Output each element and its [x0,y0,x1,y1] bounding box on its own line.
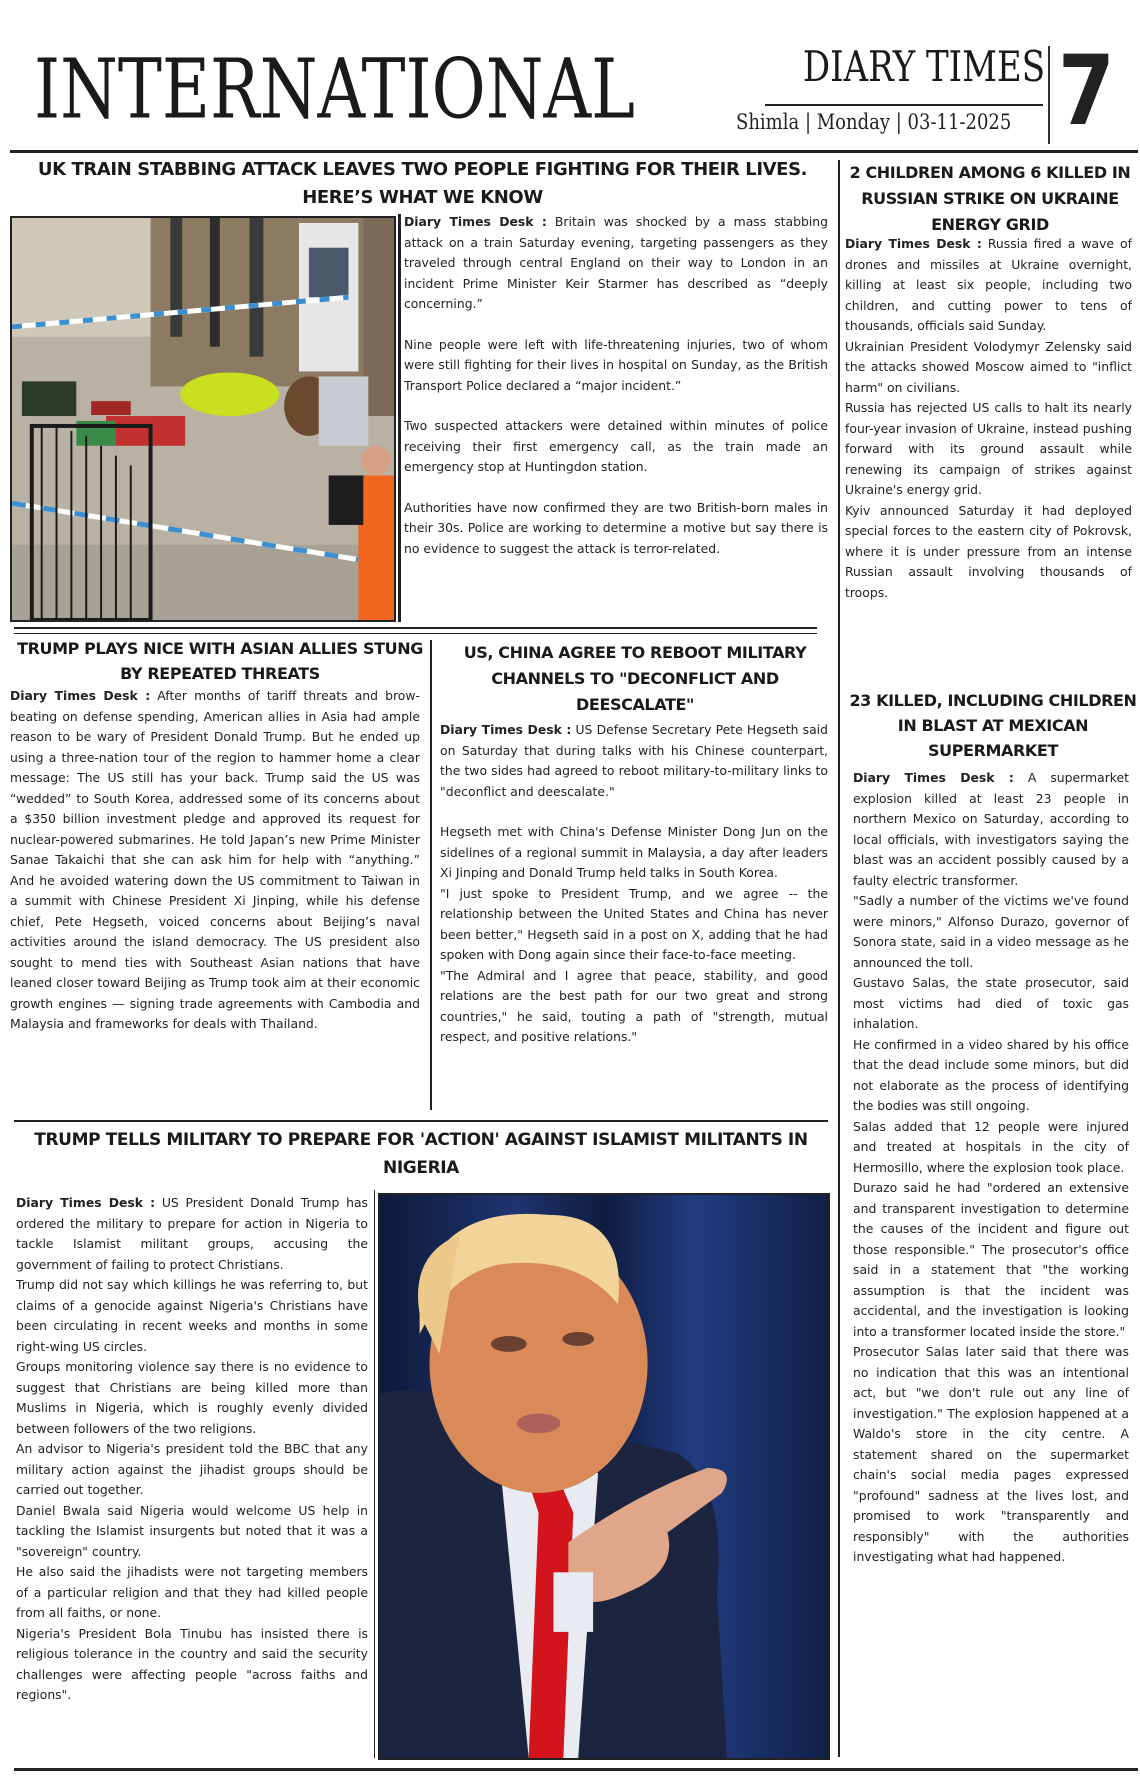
masthead-divider [1048,46,1050,144]
article-body-mexico [853,768,1129,1568]
paragraph: Prosecutor Salas later said that there was no indication that this was an intentional act, but "we don't rule out any line of investigation." The explosion happened at a Waldo's store in the city centre. A statement shared on the supermarket chain's social media pages expressed "profound" sadness at the lives lost, and promised to work "transparently and responsibly" with the authorities investigating what had happened. [853,1344,1129,1564]
paragraph: "I just spoke to President Trump, and we agree -- the relationship between the United States and China has never been better," Hegseth said in a post on X, adding that he had spoken with Dong again since their face-to-face meeting. [440,885,828,962]
paragraph: Durazo said he had "ordered an extensive and transparent investigation to determine the causes of the incident and figure out those responsible." The prosecutor's office said in a statement that "the working assumption is that the incident was accidental, and the investigation is looking into a transformer located inside the store." [853,1180,1129,1339]
article-photo-nigeria [378,1193,830,1760]
column-rule [374,1190,375,1758]
section-title: INTERNATIONAL [34,41,635,138]
paragraph: US Defense Secretary Pete Hegseth said on Saturday that during talks with his Chinese counterpart, the two sides had agreed to reboot military-to-military links to "deconflict and deescalate." [440,722,828,799]
paragraph: Ukrainian President Volodymyr Zelensky said the attacks showed Moscow aimed to "inflict harm" on civilians. [845,338,1132,395]
article-photo-uk-train [10,216,396,622]
column-rule [838,160,840,1757]
masthead-underline [765,104,1043,106]
footer-rule [14,1768,1138,1771]
paragraph: Nine people were left with life-threatening injuries, two of whom were still fighting for their lives in hospital on Sunday, as the British Transport Police declared a “major incident.” [404,336,828,393]
dateline: Shimla | Monday | 03-11-2025 [736,110,1012,136]
article-headline-mexico: 23 KILLED, INCLUDING CHILDREN IN BLAST AT MEXICAN SUPERMARKET [849,691,1137,760]
article-body-nigeria [16,1193,368,1706]
article-body-asia-allies [10,686,420,1035]
byline: Diary Times Desk : [10,688,151,703]
section-rule [14,633,817,634]
paragraph: He confirmed in a video shared by his office that the dead include some minors, but did not elaborate as the process of identifying the bodies was still ongoing. [853,1036,1129,1113]
byline: Diary Times Desk : [845,236,982,251]
paragraph: Hegseth met with China's Defense Minister Dong Jun on the sidelines of a regional summit in Malaysia, a day after leaders Xi Jinping and Donald Trump held talks in South Korea. [440,824,828,880]
page-number: 7 [1058,35,1115,147]
paragraph: Kyiv announced Saturday it had deployed special forces to the eastern city of Pokrovsk, where it is under pressure from an intense Russian assault involving thousands of troops. [845,502,1132,600]
section-rule [14,1120,828,1122]
paragraph: "The Admiral and I agree that peace, stability, and good relations are the best path for our two great and strong countries," he said, touting a path of "strength, mutual respect, and positive relations." [440,967,828,1044]
paragraph: Nigeria's President Bola Tinubu has insisted there is religious tolerance in the country and said the security challenges were affecting people "across faiths and regions". [16,1625,368,1702]
paragraph: Russia has rejected US calls to halt its nearly four-year invasion of Ukraine, instead pushing forward with its ground assault while renewing its campaign of strikes against Ukraine's energy grid. [845,400,1132,497]
paragraph: US President Donald Trump has ordered the military to prepare for action in Nigeria to tackle Islamist militant groups, accusing the government of failing to protect Christians. [16,1195,368,1272]
column-rule [398,214,401,622]
section-rule [14,627,817,629]
paragraph: Britain was shocked by a mass stabbing attack on a train Saturday evening, targeting passengers as they traveled through central England on their way to London in an incident Prime Minister Keir Starmer has described as “deeply concerning.” [404,214,829,311]
paragraph: An advisor to Nigeria's president told the BBC that any military action against the jihadist groups should be carried out together. [16,1441,368,1497]
article-headline-uk-train: UK TRAIN STABBING ATTACK LEAVES TWO PEOPLE FIGHTING FOR THEIR LIVES. HERE’S WHAT WE KNOW [37,159,808,208]
paragraph: He also said the jihadists were not targeting members of a particular religion and that they had killed people from all faiths, or none. [16,1564,368,1620]
paper-name: DIARY TIMES [802,42,1045,92]
paragraph: A supermarket explosion killed at least 23 people in northern Mexico on Saturday, according to local officials, with investigators saying the blast was an accident possibly caused by a faulty electric transformer. [853,770,1129,888]
paragraph: Two suspected attackers were detained within minutes of police receiving their first emergency call, as the train made an emergency stop at Huntingdon station. [404,418,828,474]
paragraph: Gustavo Salas, the state prosecutor, said most victims had died of toxic gas inhalation. [853,975,1129,1031]
byline: Diary Times Desk : [440,722,572,737]
paragraph: Groups monitoring violence say there is no evidence to suggest that Christians are being killed more than Muslims in Nigeria, which is roughly evenly divided between followers of the two religions. [16,1359,368,1436]
column-rule [430,640,432,1110]
paragraph: Daniel Bwala said Nigeria would welcome US help in tackling the Islamist insurgents but noted that it was a "sovereign" country. [16,1502,368,1559]
masthead-rule [10,150,1138,153]
paragraph: Trump did not say which killings he was referring to, but claims of a genocide against Nigeria's Christians have been circulating in recent weeks and months in some right-wing US circles. [16,1277,368,1354]
station-scene-image [12,218,394,620]
paragraph: Authorities have now confirmed they are two British-born males in their 30s. Police are working to determine a motive but say there is no evidence to suggest the attack is terror-related. [404,499,828,556]
article-body-uk-train [404,212,828,559]
paragraph: Salas added that 12 people were injured and treated at hospitals in the city of Hermosillo, where the explosion took place. [853,1118,1129,1175]
article-headline-asia-allies: TRUMP PLAYS NICE WITH ASIAN ALLIES STUNG BY REPEATED THREATS [17,639,423,683]
article-body-ukraine [845,234,1132,603]
article-headline-nigeria: TRUMP TELLS MILITARY TO PREPARE FOR 'ACTION' AGAINST ISLAMIST MILITANTS IN NIGERIA [34,1130,808,1178]
article-headline-us-china: US, CHINA AGREE TO REBOOT MILITARY CHANNELS TO "DECONFLICT AND DEESCALATE" [463,643,807,714]
paragraph: "Sadly a number of the victims we've found were minors," Alfonso Durazo, governor of Sonora state, said in a video message as he announced the toll. [853,893,1129,970]
article-headline-ukraine: 2 CHILDREN AMONG 6 KILLED IN RUSSIAN STRIKE ON UKRAINE ENERGY GRID [849,163,1131,234]
paragraph: Russia fired a wave of drones and missiles at Ukraine overnight, killing at least six people, including two children, and cutting power to tens of thousands, officials said Sunday. [845,236,1132,333]
paragraph: After months of tariff threats and brow-beating on defense spending, American allies in Asia had ample reason to be wary of President Donald Trump. But he ended up using a three-nation tour of the region to hammer home a clear message: The US still has your back. Trump said the US was “wedded” to South Korea, addressed some of its concerns about a $350 billion investment pledge and approved its request for nuclear-powered submarines. He told Japan’s new Prime Minister Sanae Takaichi that she can ask him for help with “anything.” And he avoided watering down the US commitment to Taiwan in a summit with Chinese President Xi Jinping, while his defense chief, Pete Hegseth, voiced concerns about Beijing’s naval activities around the island democracy. The US president also sought to mend ties with Southeast Asian nations that have leaned closer toward Beijing as Trump took aim at their economic growth engines — signing trade agreements with Cambodia and Malaysia and frameworks for deals with Thailand. [10,688,420,1031]
byline: Diary Times Desk : [16,1195,156,1210]
byline: Diary Times Desk : [853,770,1014,785]
portrait-image [380,1195,828,1758]
article-body-us-china [440,720,828,1048]
byline: Diary Times Desk : [404,214,547,229]
